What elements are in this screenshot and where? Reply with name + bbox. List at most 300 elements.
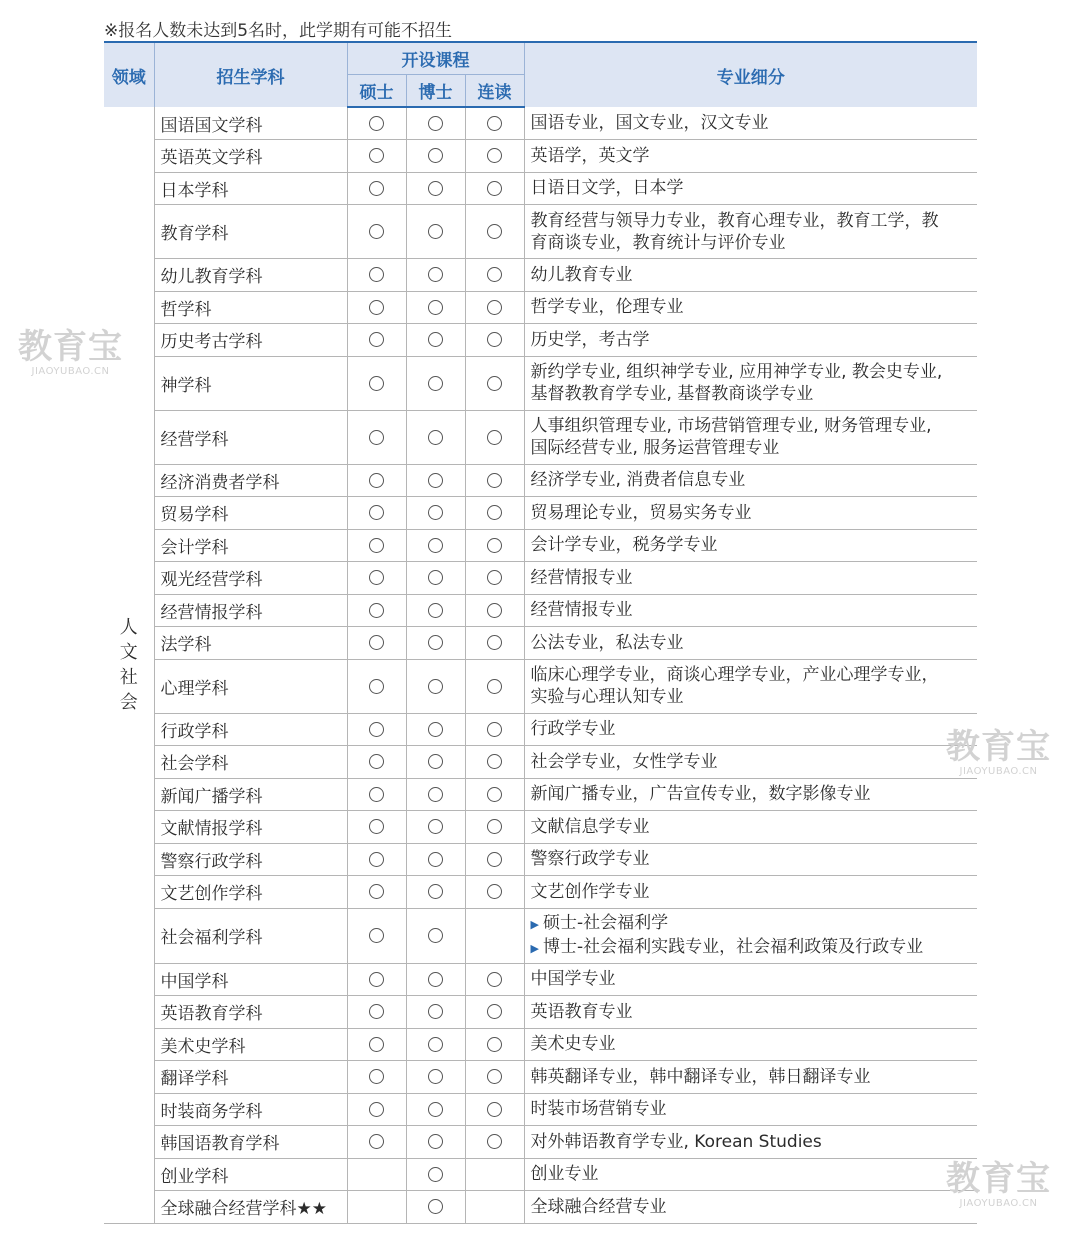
doctor-cell [406,996,465,1029]
major-detail [524,746,977,779]
detail-text: 文献信息学专业 [530,816,650,837]
detail-line [531,329,978,351]
offered-circle-icon [487,267,502,282]
combined-cell [465,562,524,595]
combined-cell [465,778,524,811]
detail-text: 韩英翻译专业，韩中翻译专业，韩日翻译专业 [530,1066,871,1087]
detail-line [531,534,978,556]
doctor-cell [406,1061,465,1094]
detail-text: 实验与心理认知专业 [530,687,684,707]
table-row [104,1191,977,1224]
offered-circle-icon [369,1004,384,1019]
offered-circle-icon [369,332,384,347]
major-detail [524,713,977,746]
combined-cell [465,811,524,844]
doctor-cell [406,963,465,996]
department-name: 行政学科 [154,713,347,746]
offered-circle-icon [369,570,384,585]
offered-circle-icon [487,754,502,769]
offered-circle-icon [428,722,443,737]
doctor-cell [406,259,465,292]
major-detail [524,497,977,530]
department-name: 中国学科 [154,963,347,996]
master-cell [347,259,406,292]
offered-circle-icon [487,300,502,315]
combined-cell [465,963,524,996]
doctor-cell [406,410,465,464]
table-row [104,464,977,497]
table-row [104,107,977,140]
combined-cell [465,746,524,779]
offered-circle-icon [487,538,502,553]
department-name: 翻译学科 [154,1061,347,1094]
detail-text: 文艺创作学专业 [530,881,650,902]
master-cell [347,410,406,464]
detail-text: 全球融合经营专业 [530,1196,667,1217]
major-detail [524,1126,977,1159]
bullet-triangle-icon: ▶ [530,917,539,931]
doctor-cell [406,107,465,140]
combined-cell [465,1191,524,1224]
department-name: 会计学科 [154,529,347,562]
department-name: 英语英文学科 [154,140,347,173]
offered-circle-icon [428,1004,443,1019]
table-row [104,497,977,530]
offered-circle-icon [487,376,502,391]
program-table [104,41,977,1224]
offered-circle-icon [428,505,443,520]
offered-circle-icon [428,538,443,553]
department-name: 时装商务学科 [154,1093,347,1126]
detail-line [531,437,978,459]
table-row [104,713,977,746]
combined-cell [465,594,524,627]
table-row [104,324,977,357]
doctor-cell [406,908,465,963]
detail-line [531,415,978,437]
doctor-cell [406,497,465,530]
offered-circle-icon [428,332,443,347]
department-name: 警察行政学科 [154,843,347,876]
detail-text: 时装市场营销专业 [530,1099,667,1120]
watermark-right [946,727,1051,777]
doctor-cell [406,659,465,713]
table-row [104,627,977,660]
offered-circle-icon [428,819,443,834]
combined-cell [465,1061,524,1094]
major-detail [524,1191,977,1224]
offered-circle-icon [428,972,443,987]
detail-text: 新闻广播专业，广告宣传专业，数字影像专业 [530,784,871,805]
offered-circle-icon [369,1069,384,1084]
table-row [104,594,977,627]
master-cell [347,1126,406,1159]
offered-circle-icon [428,430,443,445]
offered-circle-icon [369,928,384,943]
area-name: 人文社会 [119,616,138,713]
detail-line [531,783,978,805]
combined-cell [465,529,524,562]
detail-text: 新约学专业, 组织神学专业, 应用神学专业, 教会史专业, [530,362,943,382]
detail-line [531,686,978,708]
master-cell [347,172,406,205]
department-name: 教育学科 [154,205,347,259]
offered-circle-icon [369,819,384,834]
master-cell [347,562,406,595]
table-row [104,811,977,844]
offered-circle-icon [428,1167,443,1182]
table-row [104,140,977,173]
major-detail [524,1028,977,1061]
doctor-cell [406,529,465,562]
major-detail [524,627,977,660]
detail-text: 日语日文学，日本学 [530,178,684,199]
offered-circle-icon [369,754,384,769]
doctor-cell [406,594,465,627]
detail-text: 社会学专业，女性学专业 [530,751,718,772]
offered-circle-icon [428,679,443,694]
doctor-cell [406,291,465,324]
table-row [104,562,977,595]
detail-line [531,912,978,936]
major-detail [524,908,977,963]
offered-circle-icon [428,570,443,585]
offered-circle-icon [428,884,443,899]
major-detail [524,464,977,497]
detail-text: 会计学专业，税务学专业 [530,535,718,556]
detail-line [531,1131,978,1153]
table-row [104,659,977,713]
major-detail [524,140,977,173]
watermark-title: 教育宝 [946,1159,1051,1199]
major-detail [524,1061,977,1094]
major-detail [524,205,977,259]
offered-circle-icon [428,300,443,315]
offered-circle-icon [369,852,384,867]
combined-cell [465,1028,524,1061]
major-detail [524,172,977,205]
detail-line [531,264,978,286]
master-cell [347,908,406,963]
combined-cell [465,659,524,713]
combined-cell [465,843,524,876]
detail-text: 贸易理论专业，贸易实务专业 [530,502,752,523]
master-cell [347,1158,406,1191]
area-cell [104,107,154,1223]
department-name: 历史考古学科 [154,324,347,357]
offered-circle-icon [369,972,384,987]
offered-circle-icon [369,787,384,802]
table-row [104,908,977,963]
major-detail [524,963,977,996]
offered-circle-icon [428,116,443,131]
offered-circle-icon [428,635,443,650]
major-detail [524,594,977,627]
offered-circle-icon [369,181,384,196]
offered-circle-icon [369,635,384,650]
doctor-cell [406,1093,465,1126]
department-name: 贸易学科 [154,497,347,530]
department-name: 社会福利学科 [154,908,347,963]
department-name: 日本学科 [154,172,347,205]
detail-line [531,816,978,838]
detail-line [531,632,978,654]
master-cell [347,140,406,173]
master-cell [347,1061,406,1094]
combined-cell [465,1158,524,1191]
watermark-left [18,327,123,377]
detail-line [531,1163,978,1185]
offered-circle-icon [487,430,502,445]
table-row [104,1061,977,1094]
offered-circle-icon [369,148,384,163]
department-name: 国语国文学科 [154,107,347,140]
department-name: 文献情报学科 [154,811,347,844]
doctor-cell [406,1126,465,1159]
table-row [104,1126,977,1159]
detail-line [531,232,978,254]
detail-text: 历史学，考古学 [530,329,650,350]
combined-cell [465,140,524,173]
detail-line [531,936,978,960]
offered-circle-icon [369,538,384,553]
detail-line [531,751,978,773]
combined-cell [465,356,524,410]
master-cell [347,107,406,140]
watermark-site: JIAOYUBAO.CN [959,1198,1038,1209]
offered-circle-icon [369,430,384,445]
detail-line [531,210,978,232]
offered-circle-icon [428,1102,443,1117]
detail-text: 经营情报专业 [530,600,633,621]
detail-text: 英语教育专业 [530,1001,633,1022]
doctor-cell [406,1028,465,1061]
offered-circle-icon [369,376,384,391]
offered-circle-icon [369,300,384,315]
offered-circle-icon [487,787,502,802]
major-detail [524,562,977,595]
department-name: 美术史学科 [154,1028,347,1061]
major-detail [524,259,977,292]
header-area: 领域 [104,42,154,107]
major-detail [524,291,977,324]
offered-circle-icon [487,679,502,694]
watermark-site: JIAOYUBAO.CN [31,366,110,377]
offered-circle-icon [369,679,384,694]
doctor-cell [406,843,465,876]
offered-circle-icon [428,1037,443,1052]
master-cell [347,811,406,844]
offered-circle-icon [369,1134,384,1149]
detail-line [531,1066,978,1088]
department-name: 社会学科 [154,746,347,779]
doctor-cell [406,1158,465,1191]
master-cell [347,1191,406,1224]
combined-cell [465,464,524,497]
department-name: 英语教育学科 [154,996,347,1029]
master-cell [347,324,406,357]
offered-circle-icon [369,267,384,282]
department-name: 全球融合经营学科★★ [154,1191,347,1224]
detail-text: 公法专业，私法专业 [530,632,684,653]
detail-line [531,361,978,383]
detail-text: 博士-社会福利实践专业，社会福利政策及行政专业 [542,936,924,957]
header-master: 硕士 [347,74,406,107]
offered-circle-icon [428,267,443,282]
department-name: 法学科 [154,627,347,660]
master-cell [347,356,406,410]
offered-circle-icon [369,224,384,239]
doctor-cell [406,356,465,410]
offered-circle-icon [487,972,502,987]
offered-circle-icon [428,852,443,867]
offered-circle-icon [428,148,443,163]
detail-line [531,881,978,903]
master-cell [347,594,406,627]
offered-circle-icon [487,224,502,239]
offered-circle-icon [487,884,502,899]
combined-cell [465,497,524,530]
combined-cell [465,259,524,292]
program-table-body [104,107,977,1223]
watermark-title: 教育宝 [18,327,123,367]
offered-circle-icon [487,570,502,585]
detail-text: 中国学专业 [530,969,616,990]
detail-line [531,296,978,318]
department-name: 韩国语教育学科 [154,1126,347,1159]
master-cell [347,205,406,259]
detail-line [531,664,978,686]
combined-cell [465,876,524,909]
department-name: 创业学科 [154,1158,347,1191]
detail-text: 幼儿教育专业 [530,264,633,285]
detail-line [531,177,978,199]
table-row [104,1028,977,1061]
major-detail [524,107,977,140]
table-row [104,205,977,259]
offered-circle-icon [487,473,502,488]
offered-circle-icon [487,116,502,131]
detail-text: 国语专业，国文专业，汉文专业 [530,113,769,133]
doctor-cell [406,713,465,746]
detail-text: 教育经营与领导力专业，教育心理专业，教育工学，教 [530,210,939,231]
table-row [104,529,977,562]
department-name: 经济消费者学科 [154,464,347,497]
table-row [104,1093,977,1126]
detail-line [531,502,978,524]
offered-circle-icon [428,1199,443,1214]
combined-cell [465,172,524,205]
offered-circle-icon [369,505,384,520]
offered-circle-icon [487,1004,502,1019]
master-cell [347,843,406,876]
offered-circle-icon [369,884,384,899]
department-name: 经营情报学科 [154,594,347,627]
offered-circle-icon [487,1037,502,1052]
combined-cell [465,107,524,140]
detail-text: 经济学专业, 消费者信息专业 [530,470,746,491]
master-cell [347,291,406,324]
major-detail [524,996,977,1029]
table-row [104,778,977,811]
detail-line [531,112,978,134]
detail-line [531,145,978,167]
major-detail [524,324,977,357]
table-row [104,746,977,779]
watermark-site: JIAOYUBAO.CN [959,766,1038,777]
doctor-cell [406,627,465,660]
combined-cell [465,627,524,660]
combined-cell [465,410,524,464]
department-name: 哲学科 [154,291,347,324]
offered-circle-icon [487,722,502,737]
master-cell [347,713,406,746]
doctor-cell [406,746,465,779]
combined-cell [465,1093,524,1126]
combined-cell [465,908,524,963]
offered-circle-icon [487,1069,502,1084]
offered-circle-icon [487,1134,502,1149]
header-combined: 连读 [465,74,524,107]
major-detail [524,659,977,713]
detail-text: 人事组织管理专业, 市场营销管理专业, 财务管理专业, [530,416,932,436]
department-name: 经营学科 [154,410,347,464]
offered-circle-icon [487,332,502,347]
table-row [104,963,977,996]
department-name: 观光经营学科 [154,562,347,595]
detail-line [531,567,978,589]
master-cell [347,876,406,909]
major-detail [524,778,977,811]
detail-line [531,1001,978,1023]
watermark-title: 教育宝 [946,727,1051,767]
offered-circle-icon [369,116,384,131]
offered-circle-icon [428,224,443,239]
detail-text: 美术史专业 [530,1034,616,1055]
detail-text: 哲学专业，伦理专业 [530,297,684,318]
department-name: 文艺创作学科 [154,876,347,909]
header-detail: 专业细分 [524,42,977,107]
master-cell [347,963,406,996]
doctor-cell [406,811,465,844]
master-cell [347,497,406,530]
major-detail [524,1158,977,1191]
major-detail [524,843,977,876]
offered-circle-icon [428,181,443,196]
detail-line [531,968,978,990]
detail-text: 经营情报专业 [530,567,633,588]
department-name: 神学科 [154,356,347,410]
doctor-cell [406,562,465,595]
doctor-cell [406,778,465,811]
detail-line [531,1196,978,1218]
major-detail [524,410,977,464]
offered-circle-icon [369,1102,384,1117]
detail-text: 国际经营专业, 服务运营管理专业 [530,438,780,458]
master-cell [347,746,406,779]
offered-circle-icon [487,505,502,520]
combined-cell [465,324,524,357]
detail-line [531,1098,978,1120]
major-detail [524,1093,977,1126]
detail-text: 对外韩语教育学专业, Korean Studies [530,1131,822,1152]
header-doctor: 博士 [406,74,465,107]
master-cell [347,996,406,1029]
table-row [104,356,977,410]
offered-circle-icon [428,1069,443,1084]
doctor-cell [406,876,465,909]
table-row [104,843,977,876]
